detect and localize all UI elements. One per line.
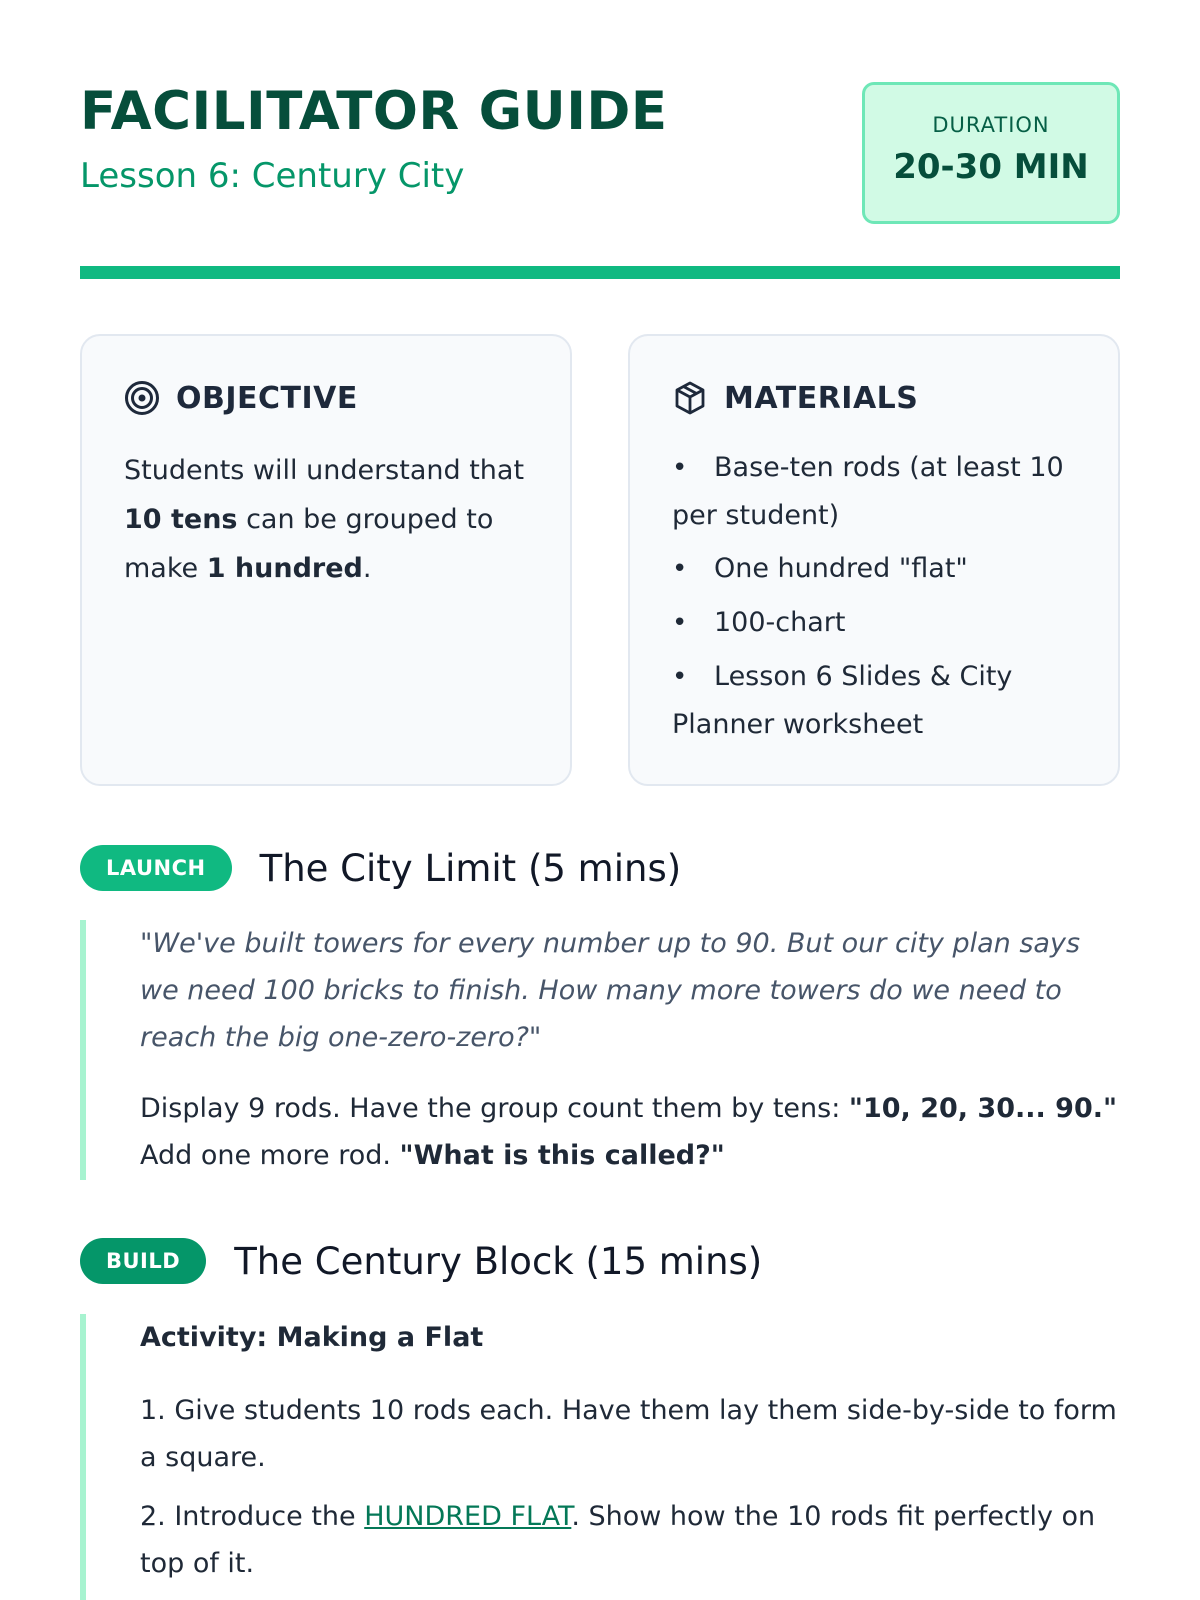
build-title: The Century Block (15 mins) bbox=[234, 1239, 763, 1283]
launch-instr-text: Display 9 rods. Have the group count them by tens: bbox=[140, 1093, 849, 1124]
page-title: FACILITATOR GUIDE bbox=[80, 81, 668, 142]
launch-tag: LAUNCH bbox=[80, 845, 232, 891]
launch-instr-text: Add one more rod. bbox=[140, 1140, 400, 1171]
materials-list bbox=[672, 444, 1076, 748]
launch-instructions bbox=[140, 1085, 1120, 1179]
build-step-2-text: 2. Introduce the bbox=[140, 1501, 365, 1532]
duration-label: DURATION bbox=[932, 113, 1050, 137]
objective-card bbox=[80, 334, 572, 786]
build-content bbox=[80, 1314, 1120, 1600]
list-item: • Base-ten rods (at least 10 per student) bbox=[672, 444, 1076, 539]
launch-content bbox=[80, 920, 1120, 1180]
materials-card bbox=[628, 334, 1120, 786]
objective-bold-hundred: 1 hundred bbox=[206, 553, 363, 584]
box-icon bbox=[672, 380, 708, 416]
objective-text-part: . bbox=[362, 553, 372, 584]
duration-badge bbox=[862, 82, 1120, 224]
objective-header bbox=[124, 376, 528, 420]
lesson-subtitle: Lesson 6: Century City bbox=[80, 156, 465, 196]
materials-header bbox=[672, 376, 1076, 420]
objective-text bbox=[124, 446, 528, 593]
objective-text-part: Students will understand that bbox=[124, 455, 525, 486]
materials-title: MATERIALS bbox=[724, 380, 919, 416]
build-step-1: 1. Give students 10 rods each. Have them lay them side-by-side to form a square. bbox=[140, 1395, 1117, 1473]
objective-text-part: can be grouped to make bbox=[124, 504, 494, 584]
launch-count-phrase: "10, 20, 30... 90." bbox=[848, 1093, 1118, 1124]
activity-heading: Activity: Making a Flat bbox=[140, 1322, 484, 1353]
launch-question: "What is this called?" bbox=[399, 1140, 725, 1171]
build-step-2 bbox=[140, 1493, 1120, 1587]
launch-title: The City Limit (5 mins) bbox=[259, 846, 682, 890]
list-item: • One hundred "flat" bbox=[672, 545, 1076, 593]
list-item: • Lesson 6 Slides & City Planner worksheet bbox=[672, 653, 1076, 748]
launch-section-header bbox=[80, 845, 681, 891]
launch-quote: "We've built towers for every number up to 90. But our city plan says we need 100 bricks to finish. How many more towers do we need to reach the big one-zero-zero?" bbox=[140, 928, 1081, 1053]
build-step-2-text: . Show how the 10 rods fit perfectly on top of it. bbox=[140, 1501, 1096, 1579]
objective-bold-tens: 10 tens bbox=[124, 504, 238, 535]
duration-value: 20-30 MIN bbox=[893, 147, 1089, 187]
hundred-flat-link[interactable]: HUNDRED FLAT bbox=[364, 1501, 572, 1532]
target-icon bbox=[124, 380, 160, 416]
list-item: • 100-chart bbox=[672, 599, 1076, 647]
build-tag: BUILD bbox=[80, 1238, 206, 1284]
build-section-header bbox=[80, 1238, 762, 1284]
header-divider bbox=[80, 266, 1120, 279]
objective-title: OBJECTIVE bbox=[176, 380, 358, 416]
